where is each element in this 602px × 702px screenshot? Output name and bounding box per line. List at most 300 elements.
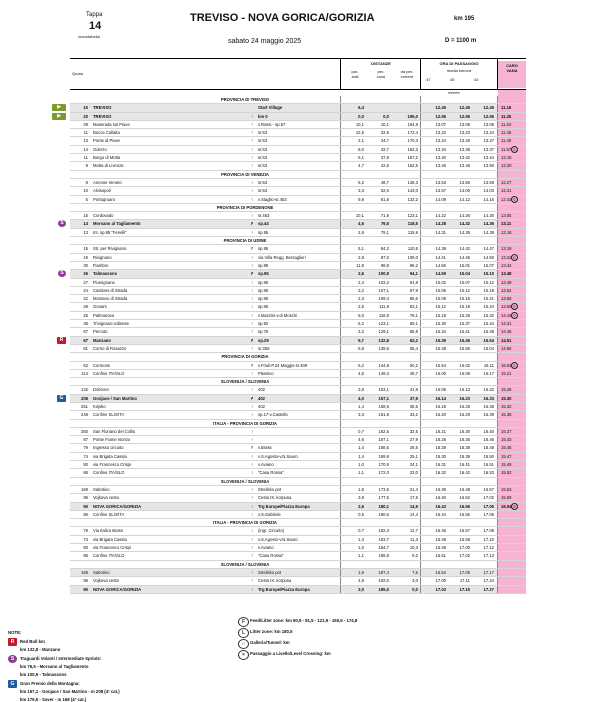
time-43-cell: 16.04 <box>483 345 494 351</box>
table-row <box>70 511 526 519</box>
carovana-cell: 13.19 <box>498 245 526 252</box>
parziali-cell: 2,6 <box>358 503 364 509</box>
time-47-cell: 13.40 <box>435 155 446 161</box>
column-divider <box>340 196 341 203</box>
column-divider <box>420 444 421 451</box>
column-divider <box>420 395 421 402</box>
direction-arrow-icon: ↑ <box>250 113 254 119</box>
time-47-cell: 16.26 <box>435 437 446 443</box>
quota-cell: 80 <box>83 545 88 551</box>
quota-cell: 14 <box>83 146 88 152</box>
column-divider <box>340 461 341 468</box>
da-percorrere-cell: 50,2 <box>409 362 418 368</box>
column-divider <box>340 245 341 252</box>
quota-cell: 248 <box>81 412 88 418</box>
direction-arrow-icon: ↑ <box>250 196 254 202</box>
column-divider <box>420 569 421 576</box>
checkpoint-stamp-icon: © <box>511 254 518 261</box>
checkpoint-stamp-icon: © <box>511 312 518 319</box>
location-cell: Vojkova cesta <box>93 578 119 584</box>
column-divider <box>340 328 341 335</box>
parziali-cell: 2,1 <box>358 138 364 144</box>
carovana-cell: 15.59 <box>498 494 526 501</box>
location-cell: Alvisopoli <box>93 188 111 194</box>
parziali-cell: 0,7 <box>358 428 364 434</box>
direction-arrow-icon: ↑ <box>250 188 254 194</box>
time-43-cell: 16.33 <box>483 395 494 401</box>
time-47-cell: 16.44 <box>435 511 446 517</box>
race-distance: km 195 <box>454 16 475 22</box>
quota-cell: 250 <box>81 428 88 434</box>
column-divider <box>340 486 341 493</box>
time-43-cell: 13.50 <box>483 163 494 169</box>
time-47-cell: 15.30 <box>435 321 446 327</box>
road-cell: 402 <box>258 403 265 409</box>
time-43-cell: 14.16 <box>483 196 494 202</box>
carovana-header: CARO VANA <box>498 61 526 88</box>
section-header <box>70 96 526 104</box>
column-divider <box>340 353 341 360</box>
time-43-cell: 14.30 <box>483 213 494 219</box>
da-percorrere-cell: 24,1 <box>409 462 418 468</box>
parziali-cell: 1,6 <box>358 486 364 492</box>
column-divider <box>340 469 341 476</box>
parziali-header: par- ziali <box>351 69 359 79</box>
column-divider <box>340 212 341 219</box>
location-cell: Int. sp.95 "Fenelli" <box>93 229 127 235</box>
column-divider <box>497 204 498 211</box>
carovana-cell: 12.27 <box>498 179 526 186</box>
table-row <box>57 112 526 121</box>
time-43-cell: 15.44 <box>483 321 494 327</box>
time-47-cell: 15.34 <box>435 329 446 335</box>
parziali-cell: 10,1 <box>355 121 364 127</box>
direction-arrow-icon: ↱ <box>250 445 254 451</box>
parziali-cell: 6,8 <box>358 345 364 351</box>
location-cell: Annone Veneto <box>93 179 122 185</box>
column-divider <box>497 229 498 236</box>
road-cell: v.Aviano <box>258 545 274 551</box>
location-cell: Corno di Rosazzo <box>93 345 127 351</box>
column-divider <box>420 262 421 269</box>
da-percorrere-cell: 115,9 <box>407 229 418 235</box>
quota-cell: 168 <box>81 569 88 575</box>
time-45-cell: 16.39 <box>459 453 470 459</box>
road-cell: sr.53 <box>258 130 268 136</box>
location-cell: Gonars <box>93 304 107 310</box>
direction-arrow-icon: ↑ <box>250 229 254 235</box>
column-divider <box>497 577 498 584</box>
time-47-cell: 13.24 <box>435 138 446 144</box>
da-percorrere-cell: 78,1 <box>409 312 418 318</box>
column-divider <box>340 536 341 543</box>
quota-header: Quota <box>72 71 83 76</box>
column-divider <box>420 196 421 203</box>
time-47-cell: 16.21 <box>435 428 446 434</box>
column-divider <box>420 362 421 369</box>
carovana-cell <box>498 171 526 178</box>
column-divider <box>340 370 341 377</box>
checkpoint-stamp-icon: © <box>511 503 518 510</box>
location-cell: Trivignano Udinese <box>93 321 129 327</box>
da-percorrere-cell: 96,2 <box>409 262 418 268</box>
road-cell: "Casa Rossa" <box>258 470 284 476</box>
direction-arrow-icon: ↑ <box>250 569 254 575</box>
column-divider <box>420 436 421 443</box>
location-cell: Sabotino <box>93 486 110 492</box>
road-cell: v.Aviano <box>258 462 274 468</box>
carovana-cell: 12.31 <box>498 187 526 194</box>
time-43-cell: 15.32 <box>483 312 494 318</box>
percorsi-cell: 169,9 <box>378 453 389 459</box>
time-43-cell: 13.08 <box>483 121 494 127</box>
column-divider <box>340 287 341 294</box>
direction-arrow-icon: ↑ <box>250 437 254 443</box>
media-oraria-header: media km/ora <box>446 68 472 73</box>
direction-arrow-icon: ↑ <box>250 304 254 310</box>
time-43-cell: 16.53 <box>483 470 494 476</box>
road-cell: sr.53 <box>258 138 268 144</box>
time-43-cell: 14.47 <box>483 246 494 252</box>
time-43-cell: 17.13 <box>483 553 494 559</box>
sprints-label: Traguardi Volanti / Intermediate Sprints: <box>20 656 102 661</box>
column-divider <box>420 129 421 136</box>
quota-cell: 67 <box>83 337 88 343</box>
road-cell: 402 <box>258 387 265 393</box>
parziali-cell: 6,2 <box>358 321 364 327</box>
direction-arrow-icon: ↑ <box>250 462 254 468</box>
column-divider <box>340 204 341 211</box>
column-divider <box>420 328 421 335</box>
column-divider <box>420 204 421 211</box>
section-header <box>70 378 526 386</box>
parziali-cell: 5,1 <box>358 155 364 161</box>
sprint-1: km 76,5 - Morsano al Tagliamento <box>20 664 89 669</box>
sprint-icon: S <box>58 270 66 277</box>
percorsi-cell: 52,0 <box>380 188 389 194</box>
road-cell: sp.95 <box>258 262 269 268</box>
time-47-cell: 14.41 <box>435 254 446 260</box>
quota-cell: 28 <box>83 304 88 310</box>
location-cell: Confine SLO/ITA <box>93 511 125 517</box>
time-45-cell: 16.30 <box>459 428 470 434</box>
speed-43-header: 43 <box>474 77 479 82</box>
table-row <box>70 469 526 477</box>
time-47-cell: 14.31 <box>435 229 446 235</box>
direction-arrow-icon: ↑ <box>250 545 254 551</box>
da-percorrere-cell: 91,8 <box>409 279 418 285</box>
column-divider <box>420 527 421 534</box>
percorsi-cell: 180,6 <box>378 511 389 517</box>
location-cell: Ingresso circuito <box>93 445 124 451</box>
road-cell: Cesta IX. korpusa <box>258 495 292 501</box>
carovana-cell: 13.48 <box>498 270 526 277</box>
quota-cell: 26 <box>83 271 88 277</box>
percorsi-cell: 61,8 <box>380 196 389 202</box>
direction-arrow-icon: ↱ <box>250 362 254 368</box>
time-43-cell: 16.11 <box>483 362 494 368</box>
location-cell: NOVA GORICA/GORIZIA <box>93 503 142 509</box>
quota-cell: 208 <box>81 395 88 401</box>
time-45-cell: 13.08 <box>459 121 470 127</box>
table-row <box>70 552 526 560</box>
column-divider <box>497 162 498 169</box>
section-header <box>70 237 526 245</box>
carovana-cell: 13.11 <box>498 220 526 227</box>
section-title: ITALIA - PROVINCIA DI GORIZIA <box>213 520 277 526</box>
time-43-cell: 15.18 <box>483 287 494 293</box>
road-cell: v.Staglio-sr.463 <box>258 196 287 202</box>
time-43-cell: 16.40 <box>483 428 494 434</box>
time-47-cell: 14.22 <box>435 213 446 219</box>
carovana-cell: 15.53 <box>498 486 526 493</box>
quota-cell: 15 <box>83 213 88 219</box>
time-47-cell: 15.39 <box>435 337 446 343</box>
quota-cell: 86 <box>83 470 88 476</box>
column-divider <box>340 561 341 568</box>
percorsi-cell: 71,9 <box>380 213 389 219</box>
da-percorrere-cell: 3,0 <box>412 578 418 584</box>
tunnel-text: Galleria/Tunnel: km <box>250 640 290 645</box>
da-percorrere-cell: 123,1 <box>407 213 418 219</box>
column-divider <box>340 552 341 559</box>
table-row <box>70 428 526 436</box>
column-divider <box>420 420 421 427</box>
road-cell: Trg Europe/Piazza Europa <box>258 503 310 509</box>
table-row <box>70 444 526 452</box>
column-divider <box>420 469 421 476</box>
carovana-cell: 15.49 <box>498 461 526 468</box>
section-header <box>70 204 526 212</box>
parziali-cell: 5,2 <box>358 362 364 368</box>
quota-cell: 74 <box>83 453 88 459</box>
time-45-cell: 16.08 <box>459 370 470 376</box>
column-divider <box>497 444 498 451</box>
direction-arrow-icon: ↑ <box>250 296 254 302</box>
table-row <box>70 262 526 270</box>
location-cell: Confine ITA/SLO <box>93 470 125 476</box>
direction-arrow-icon: ↑ <box>250 470 254 476</box>
column-divider <box>497 270 498 277</box>
da-percorrere-cell: 65,9 <box>409 329 418 335</box>
da-percorrere-cell: 25,1 <box>409 453 418 459</box>
carovana-cell: 12.20 <box>498 162 526 169</box>
column-divider <box>420 386 421 393</box>
direction-arrow-icon: ↑ <box>250 453 254 459</box>
carovana-cell: 15.21 <box>498 370 526 377</box>
time-43-cell: 12.45 <box>483 105 494 111</box>
quota-cell: 86 <box>83 511 88 517</box>
column-divider <box>420 428 421 435</box>
direction-arrow-icon: ↑ <box>250 412 254 418</box>
column-divider <box>420 121 421 128</box>
checkpoint-stamp-icon: © <box>511 303 518 310</box>
direction-arrow-icon: ↱ <box>250 337 254 343</box>
location-cell: Kojsko <box>93 403 106 409</box>
parziali-cell: 4,6 <box>358 578 364 584</box>
time-45-cell: 15.37 <box>459 321 470 327</box>
column-divider <box>497 494 498 501</box>
quota-cell: 13 <box>83 229 88 235</box>
location-cell: via Francesco Crispi <box>93 545 131 551</box>
section-title: ITALIA - PROVINCIA DI GORIZIA <box>213 420 277 426</box>
column-divider <box>340 362 341 369</box>
column-divider <box>497 245 498 252</box>
road-cell: sr.356 <box>258 345 270 351</box>
red-bull-label: Red Bull km <box>20 639 45 644</box>
da-percorrere-cell: 0,0 <box>412 586 418 592</box>
column-divider <box>340 96 341 103</box>
location-cell: Rivignano <box>93 254 112 260</box>
column-divider <box>420 345 421 352</box>
carovana-cell: 12.42 <box>498 196 526 203</box>
location-cell: Morsano al Tagliamento <box>93 221 141 227</box>
percorsi-cell: 111,9 <box>379 304 389 310</box>
column-divider <box>420 137 421 144</box>
parziali-cell: 2,4 <box>358 279 364 285</box>
time-43-cell: 15.10 <box>483 271 494 277</box>
column-divider <box>497 370 498 377</box>
column-divider <box>420 96 421 103</box>
da-percorrere-header: da per- correre <box>400 69 414 79</box>
tappa-number: 14 <box>89 20 102 32</box>
road-cell: sp.95 <box>258 271 269 277</box>
location-cell: Confine SLO/ITA <box>93 412 125 418</box>
location-cell: Manzano <box>93 337 111 343</box>
checkpoint-stamp-icon: © <box>511 146 518 153</box>
column-divider <box>340 411 341 418</box>
road-cell: sr.53 <box>258 155 268 161</box>
column-divider <box>497 337 498 344</box>
road-cell: sr.53 <box>258 179 268 185</box>
column-divider <box>420 229 421 236</box>
column-divider <box>497 287 498 294</box>
column-divider <box>420 552 421 559</box>
location-cell: TREVISO <box>93 105 112 111</box>
column-divider <box>420 295 421 302</box>
direction-arrow-icon: ↑ <box>250 528 254 534</box>
road-cell: v.Rossi - sp.57 <box>258 121 286 127</box>
column-divider <box>340 121 341 128</box>
direction-arrow-icon: ↑ <box>250 321 254 327</box>
column-divider <box>497 196 498 203</box>
location-cell: Portogruaro <box>93 196 116 202</box>
quota-cell: 29 <box>83 121 88 127</box>
table-row <box>70 320 526 328</box>
time-45-cell: 14.12 <box>459 196 470 202</box>
carovana-cell: 15.32 <box>498 403 526 410</box>
percorsi-cell: 173,6 <box>378 486 389 492</box>
carovana-cell: 15.52 <box>498 469 526 476</box>
column-divider <box>340 577 341 584</box>
location-cell: Castions di Strada <box>93 287 128 293</box>
da-percorrere-cell: 184,9 <box>407 121 418 127</box>
column-divider <box>497 386 498 393</box>
quota-cell: 81 <box>83 345 88 351</box>
location-cell: Sabotino <box>93 569 110 575</box>
parziali-cell: 1,4 <box>358 453 364 459</box>
column-divider <box>340 320 341 327</box>
time-43-cell: 17.05 <box>483 503 494 509</box>
location-cell: NOVA GORICA/GORIZIA <box>93 586 142 592</box>
time-43-cell: 12.55 <box>483 113 494 119</box>
road-cell: Trg Europe/Piazza Europa <box>258 586 310 592</box>
parziali-cell: 1,4 <box>358 403 364 409</box>
time-43-cell: 16.46 <box>483 437 494 443</box>
column-divider <box>497 171 498 178</box>
time-45-cell: 16.29 <box>459 412 470 418</box>
road-cell: sp.44 <box>258 221 269 227</box>
time-47-cell: 16.00 <box>435 370 446 376</box>
direction-arrow-icon: ↑ <box>250 370 254 376</box>
direction-arrow-icon: ↑ <box>250 536 254 542</box>
time-43-cell: 17.10 <box>483 536 494 542</box>
time-45-cell: 16.57 <box>459 528 470 534</box>
time-47-cell: 16.36 <box>435 486 446 492</box>
percorsi-cell: 22,6 <box>380 130 389 136</box>
column-divider <box>497 295 498 302</box>
parziali-cell: 5,0 <box>358 312 364 318</box>
percorsi-cell: 187,4 <box>378 569 389 575</box>
time-47-cell: 13.53 <box>435 179 446 185</box>
table-row <box>57 104 526 112</box>
direction-arrow-icon: ↑ <box>250 279 254 285</box>
note-title: NOTE: <box>8 630 22 635</box>
distanze-header: DISTANZE <box>371 61 391 66</box>
column-divider <box>420 478 421 485</box>
time-45-cell: 15.41 <box>459 329 470 335</box>
direction-arrow-icon: ↑ <box>250 428 254 434</box>
parziali-cell: 12,5 <box>355 130 364 136</box>
percorsi-cell: 182,3 <box>378 528 389 534</box>
road-cell: sp.92 <box>258 321 269 327</box>
time-45-cell: 15.25 <box>459 312 470 318</box>
parziali-cell: 3,0 <box>358 586 364 592</box>
time-43-cell: 17.08 <box>483 528 494 534</box>
time-43-cell: 17.17 <box>483 569 494 575</box>
direction-arrow-icon: ↑ <box>250 262 254 268</box>
parziali-cell: 2,8 <box>358 254 364 260</box>
location-cell: via Francesco Crispi <box>93 462 131 468</box>
column-divider <box>340 503 341 510</box>
column-divider <box>497 353 498 360</box>
da-percorrere-cell: 162,3 <box>407 146 418 152</box>
sprint-icon: S <box>8 655 17 663</box>
column-divider <box>420 104 421 111</box>
time-47-cell: 16.31 <box>435 462 446 468</box>
time-47-cell: 15.19 <box>435 312 446 318</box>
sprint-2: km 100,9 - Talmassons <box>20 672 67 677</box>
percorsi-cell: 180,1 <box>378 503 389 509</box>
da-percorrere-cell: 10,3 <box>409 545 418 551</box>
time-47-cell: 14.28 <box>435 221 446 227</box>
parziali-cell: 1,4 <box>358 536 364 542</box>
carovana-cell: 11.49 <box>498 137 526 144</box>
time-45-cell: 16.55 <box>459 503 470 509</box>
percorsi-cell: 48,7 <box>380 179 389 185</box>
da-percorrere-cell: 152,5 <box>407 163 418 169</box>
time-43-cell: 17.12 <box>483 545 494 551</box>
column-divider <box>497 527 498 534</box>
carovana-cell <box>498 378 526 385</box>
time-45-cell: 13.48 <box>459 163 470 169</box>
time-45-cell: 17.15 <box>459 586 470 592</box>
road-cell: sp.95 <box>258 229 269 235</box>
column-divider <box>497 519 498 526</box>
time-47-cell: 16.05 <box>435 387 446 393</box>
percorsi-cell: 32,7 <box>380 146 389 152</box>
column-divider <box>420 494 421 501</box>
